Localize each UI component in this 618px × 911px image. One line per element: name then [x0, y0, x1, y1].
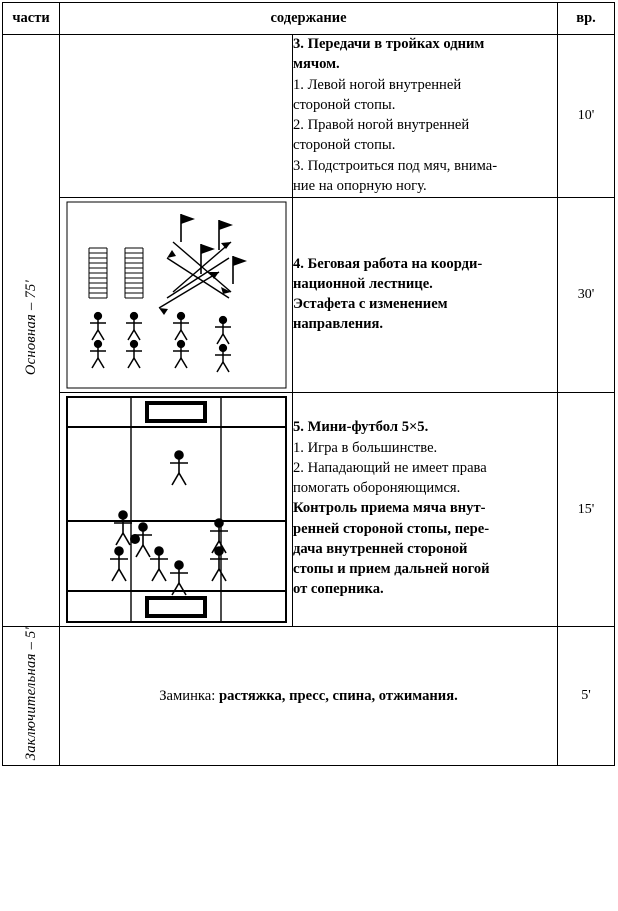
training-plan-table: [2, 2, 615, 766]
time-cell-exercise-4: 30': [558, 198, 615, 393]
exercise-3-line-6: стороной стопы.: [293, 137, 396, 154]
agility-ladder-drill-icon: [63, 198, 290, 392]
content-cell-exercise-3: [293, 35, 558, 198]
header-parts: части: [3, 3, 60, 35]
table-row: [3, 198, 615, 393]
exercise-5-line-2: 1. Игра в большинстве.: [293, 439, 438, 456]
table-row: [3, 35, 615, 198]
exercise-4-line-3: Эстафета с изменением: [293, 296, 448, 312]
exercise-5-line-9: от соперника.: [293, 581, 384, 598]
section-label-text: Основная – 75': [22, 280, 39, 376]
cooldown-text: [60, 688, 557, 705]
exercise-5-line-5: Контроль приема мяча внут-: [293, 500, 486, 517]
exercise-3-line-7: 3. Подстроиться под мяч, внима-: [293, 157, 498, 174]
exercise-3-line-4: стороной стопы.: [293, 96, 396, 113]
cooldown-prefix: Заминка:: [159, 687, 219, 704]
exercise-4-line-2: национной лестнице.: [293, 275, 433, 292]
exercise-3-line-2: мячом.: [293, 56, 340, 73]
content-cell-exercise-5: [293, 393, 558, 627]
content-cell-exercise-4: [293, 198, 558, 393]
table-header-row: [3, 3, 615, 35]
exercise-3-line-3: 1. Левой ногой внутренней: [293, 76, 462, 93]
time-cell-exercise-3: 10': [558, 35, 615, 198]
header-time: вр.: [558, 3, 615, 35]
content-cell-cooldown: [60, 627, 558, 766]
table-header: [3, 3, 615, 35]
exercise-5-line-6: ренней стороной стопы, пере-: [293, 520, 490, 537]
time-cell-cooldown: 5': [558, 627, 615, 766]
section-label-text: Заключительная – 5': [22, 627, 39, 761]
table-row: [3, 393, 615, 627]
exercise-5-line-8: стопы и прием дальней ногой: [293, 561, 490, 578]
exercise-5-line-3: 2. Нападающий не имеет права: [293, 459, 487, 476]
exercise-4-line-4: направления.: [293, 316, 384, 333]
exercise-5-line-4: помогать обороняющимся.: [293, 480, 461, 497]
section-label-main: [3, 35, 60, 627]
table-row: [3, 627, 615, 766]
exercise-5-line-1: 5. Мини-футбол 5×5.: [293, 419, 429, 436]
exercise-3-line-1: 3. Передачи в тройках одним: [293, 36, 485, 52]
mini-football-pitch-icon: [63, 393, 290, 626]
section-label-final: [3, 627, 60, 766]
header-content: содержание: [60, 3, 558, 35]
exercise-5-line-7: дача внутренней стороной: [293, 540, 468, 557]
exercise-4-line-1: 4. Беговая работа на коорди-: [293, 255, 483, 272]
figure-cell-empty-1: [60, 35, 293, 198]
figure-cell-agility-ladder: [60, 198, 293, 393]
exercise-3-line-8: ние на опорную ногу.: [293, 177, 427, 194]
table-body: [3, 35, 615, 766]
time-cell-exercise-5: 15': [558, 393, 615, 627]
cooldown-bold: растяжка, пресс, спина, отжимания.: [218, 687, 458, 704]
document-page: [0, 2, 618, 911]
figure-cell-mini-football: [60, 393, 293, 627]
exercise-3-line-5: 2. Правой ногой внутренней: [293, 117, 470, 133]
